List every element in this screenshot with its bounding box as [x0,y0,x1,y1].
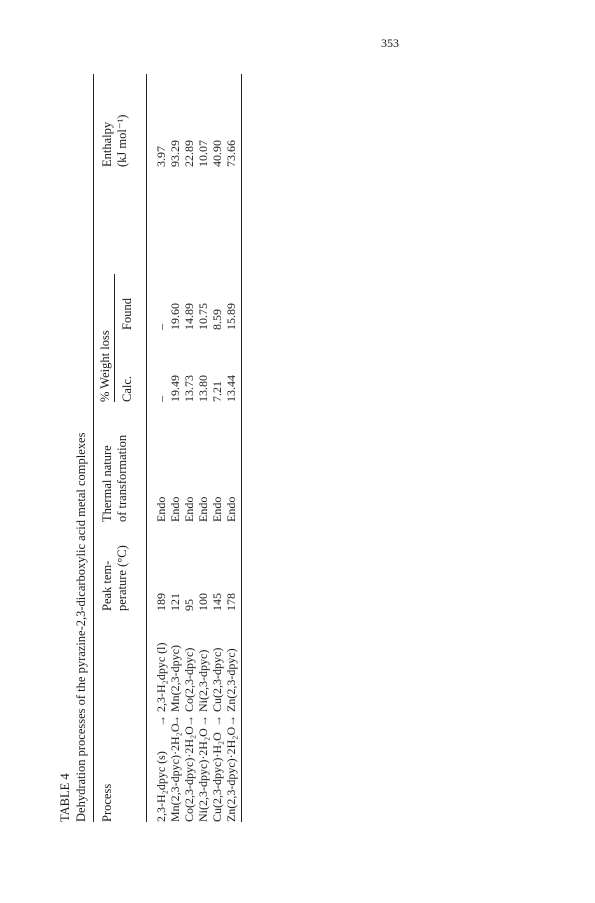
header-nature-line2: of transformation [115,434,129,522]
row-nature: Endo [168,496,182,522]
table-bottom-rule [241,74,242,822]
header-weight-loss: % Weight loss [98,330,112,402]
header-process: Process [100,783,114,822]
row-found: 8.59 [210,309,224,330]
row-calc: 7.21 [210,381,224,402]
table-header-rule [146,74,147,822]
header-found: Found [120,298,134,330]
row-reactant: Cu(2,3-dpyc)·H₂O [210,732,224,822]
header-peak-line1: Peak tem- [100,560,114,611]
row-enthalpy: 3.97 [154,146,168,167]
row-nature: Endo [210,496,224,522]
header-calc: Calc. [120,375,134,402]
row-found: – [154,324,168,330]
row-reactant: Ni(2,3-dpyc)·2H₂O [196,728,210,822]
row-peak: 145 [210,593,224,611]
table-caption: Dehydration processes of the pyrazine-2,3-dicarboxylic acid metal complexes [74,432,88,822]
row-found: 14.89 [182,303,196,330]
row-peak: 178 [224,593,238,611]
row-product: → Zn(2,3-dpyc) [224,648,238,727]
table-label: TABLE 4 [58,773,72,822]
row-found: 19.60 [168,303,182,330]
row-nature: Endo [182,496,196,522]
row-nature: Endo [224,496,238,522]
row-product: → Mn(2,3-dpyc) [168,645,182,727]
row-calc: 13.80 [196,375,210,402]
row-product: → 2,3-H₂dpyc (l) [154,642,168,727]
row-reactant: 2,3-H₂dpyc (s) [154,751,168,822]
row-calc: – [154,396,168,402]
weight-loss-subrule [114,274,115,402]
rotated-table-block [50,74,260,822]
row-enthalpy: 73.66 [224,140,238,167]
row-enthalpy: 22.89 [182,140,196,167]
row-reactant: Mn(2,3-dpyc)·2H₂O [168,723,182,822]
header-nature-line1: Thermal nature [100,445,114,522]
row-product: → Co(2,3-dpyc) [182,647,196,727]
row-product: → Ni(2,3-dpyc) [196,649,210,727]
row-enthalpy: 10.07 [196,140,210,167]
row-calc: 13.44 [224,375,238,402]
header-enthalpy-line1: Enthalpy [100,121,114,167]
row-peak: 121 [168,593,182,611]
row-found: 10.75 [196,303,210,330]
page-number: 353 [381,36,399,50]
row-reactant: Co(2,3-dpyc)·2H₂O [182,726,196,822]
header-peak-line2: perature (°C) [115,545,129,611]
row-reactant: Zn(2,3-dpyc)·2H₂O [224,726,238,822]
row-nature: Endo [154,496,168,522]
table-top-rule [93,74,94,822]
row-enthalpy: 93.29 [168,140,182,167]
row-found: 15.89 [224,303,238,330]
row-nature: Endo [196,496,210,522]
row-calc: 19.49 [168,375,182,402]
row-peak: 189 [154,593,168,611]
row-peak: 95 [182,599,196,611]
header-enthalpy-line2: (kJ mol⁻¹) [115,114,129,167]
row-product: → Cu(2,3-dpyc) [210,647,224,727]
row-enthalpy: 40.90 [210,140,224,167]
row-peak: 100 [196,593,210,611]
row-calc: 13.73 [182,375,196,402]
